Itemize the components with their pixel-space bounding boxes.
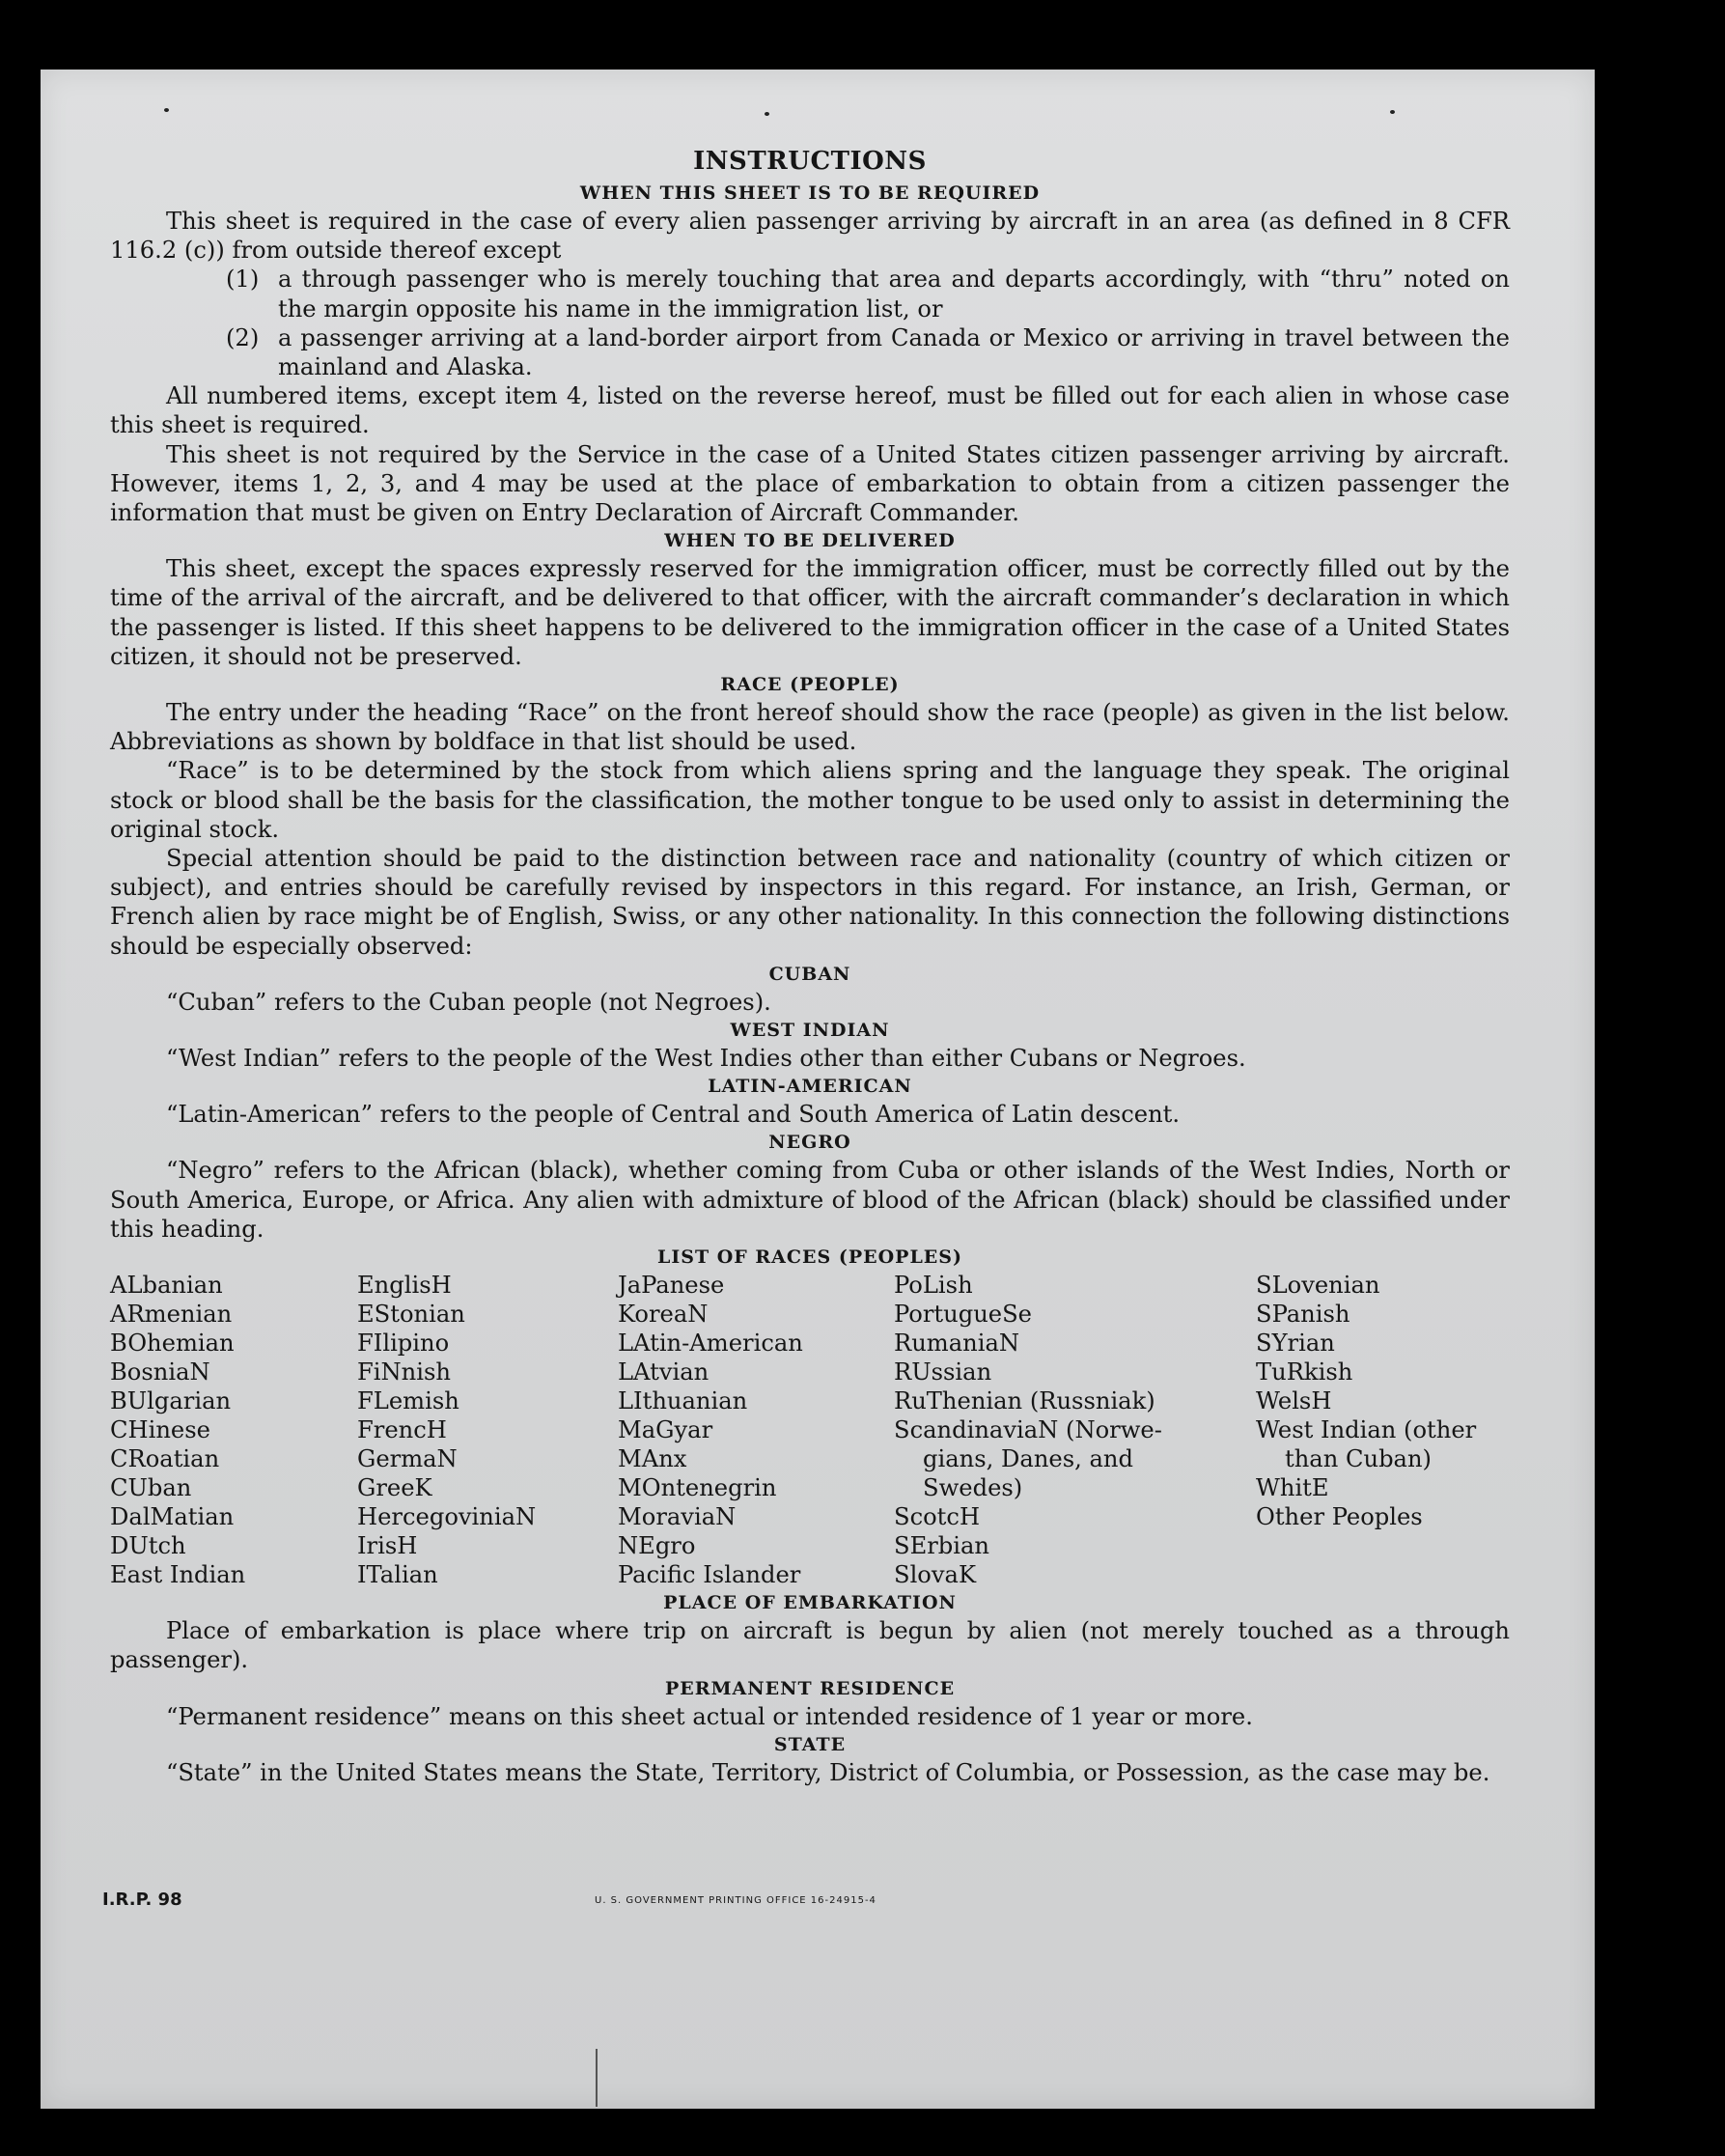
paragraph: Special attention should be paid to the distinction between race and nationality (country of which citizen or subject), and entries should be carefully revised by inspectors in this regard. For instance, an Irish, German, or French alien by race might be of English, Swiss, or any other nationality. In this connection the following distinctions should be especially observed: [110,845,1510,960]
race-entry: BUlgarian [110,1387,232,1415]
paper-crease [596,2049,598,2107]
race-entry: ScandinaviaN (Norwe- [894,1416,1162,1444]
paragraph: “State” in the United States means the State, Territory, District of Columbia, or Possession, as the case may be. [166,1758,1490,1786]
race-entry: CUban [110,1474,192,1502]
paragraph: This sheet, except the spaces expressly reserved for the immigration officer, must be correctly filled out by the time of the arrival of the aircraft, and be delivered to that officer, with the aircraft commander’s declaration in which the passenger is listed. If this sheet happens to be delivered to the immigration officer in the case of a United States citizen, it should not be preserved. [110,555,1510,670]
race-entry: SErbian [894,1532,990,1560]
race-entry: LIthuanian [618,1387,748,1415]
race-entry: TuRkish [1256,1358,1353,1386]
race-entry: Pacific Islander [618,1561,801,1589]
race-entry: FLemish [357,1387,459,1415]
paragraph: “Negro” refers to the African (black), whether coming from Cuba or other islands of the West Indies, North or South America, Europe, or Africa. Any alien with admixture of blood of the African (black) should be classified under this heading. [110,1157,1510,1243]
race-entry: LAtvian [618,1358,709,1386]
race-entry: RUssian [894,1358,992,1386]
race-entry: PoLish [894,1272,973,1300]
item-text: a through passenger who is merely touching that area and departs accordingly, with “thru” noted on the margin opposite his name in the immigration list, or [278,266,1510,322]
race-entry: SlovaK [894,1561,977,1589]
heading-race: RACE (PEOPLE) [720,674,900,696]
races-column [110,1271,357,1589]
race-entry: FIlipino [357,1330,450,1358]
races-table [110,1271,1510,1589]
race-entry: Other Peoples [1256,1503,1423,1531]
race-entry: CRoatian [110,1445,220,1473]
paragraph: All numbered items, except item 4, listed on the reverse hereof, must be filled out for each alien in whose case this sheet is required. [110,382,1510,439]
race-entry: GermaN [357,1445,458,1473]
race-entry: ScotcH [894,1503,981,1531]
printer-imprint: U. S. GOVERNMENT PRINTING OFFICE 16-24915-4 [595,1895,876,1906]
list-item [110,323,1510,381]
punch-mark [164,108,169,112]
race-entry: PortugueSe [894,1301,1032,1329]
race-entry: RumaniaN [894,1330,1020,1358]
race-entry: SLovenian [1256,1272,1380,1300]
paragraph: “Permanent residence” means on this sheet actual or intended residence of 1 year or more. [166,1702,1253,1730]
race-entry: SPanish [1256,1301,1350,1329]
paragraph: “Race” is to be determined by the stock from which aliens spring and the language they speak. The original stock or blood shall be the basis for the classification, the mother tongue to be used only to assist in determining the original stock. [110,757,1510,843]
paragraph: “Cuban” refers to the Cuban people (not Negroes). [166,988,771,1016]
race-entry: IrisH [357,1532,418,1560]
heading-cuban: CUBAN [768,963,851,985]
race-entry: GreeK [357,1474,432,1502]
race-entry: JaPanese [618,1272,725,1300]
race-entry: EnglisH [357,1272,452,1300]
races-column [894,1271,1256,1589]
race-entry: BOhemian [110,1330,235,1358]
race-entry: CHinese [110,1416,210,1444]
races-column [357,1271,618,1589]
race-entry: HercegoviniaN [357,1503,537,1531]
race-entry: EStonian [357,1301,465,1329]
races-column [618,1271,894,1589]
form-number: I.R.P. 98 [102,1890,182,1910]
heading-residence: PERMANENT RESIDENCE [664,1677,956,1699]
race-entry: FiNnish [357,1358,451,1386]
heading-embarkation: PLACE OF EMBARKATION [663,1592,957,1614]
paragraph: This sheet is not required by the Service in the case of a United States citizen passenger arriving by aircraft. However, items 1, 2, 3, and 4 may be used at the place of embarkation to obtain from a citizen passenger the information that must be given on Entry Declaration of Aircraft Commander. [110,440,1510,527]
item-number: (2) [226,323,260,351]
paragraph: The entry under the heading “Race” on the front hereof should show the race (people) as given in the list below. Abbreviations as shown by boldface in that list should be used. [110,699,1510,756]
race-entry: WelsH [1256,1387,1332,1415]
race-entry: NEgro [618,1532,696,1560]
race-entry: ARmenian [110,1301,233,1329]
race-entry: MaGyar [618,1416,713,1444]
race-entry: ALbanian [110,1272,223,1300]
heading-negro: NEGRO [768,1132,851,1154]
paragraph: “Latin-American” refers to the people of Central and South America of Latin descent. [166,1101,1181,1129]
heading-latin-american: LATIN-AMERICAN [708,1076,912,1098]
race-entry: DUtch [110,1532,186,1560]
page-footer [102,1890,1502,1918]
list-item [110,265,1510,322]
paragraph: Place of embarkation is place where trip on aircraft is begun by alien (not merely touched as a through passenger). [110,1617,1510,1674]
heading-west-indian: WEST INDIAN [730,1020,890,1042]
page-title: INSTRUCTIONS [693,147,927,176]
race-entry: MAnx [618,1445,687,1473]
race-entry: MoraviaN [618,1503,737,1531]
race-entry-continued: than Cuban) [1285,1445,1432,1473]
race-entry-continued: gians, Danes, and [923,1445,1133,1473]
race-entry: FrencH [357,1416,447,1444]
paragraph: This sheet is required in the case of every alien passenger arriving by aircraft in an area (as defined in 8 CFR 116.2 (c)) from outside thereof except [110,208,1510,265]
heading-when-required: WHEN THIS SHEET IS TO BE REQUIRED [579,182,1041,204]
instructions-body [110,147,1510,1787]
race-entry: KoreaN [618,1301,709,1329]
heading-when-delivered: WHEN TO BE DELIVERED [664,530,956,552]
race-entry: BosniaN [110,1358,210,1386]
heading-state: STATE [773,1733,847,1755]
race-entry: East Indian [110,1561,246,1589]
heading-list-of-races: LIST OF RACES (PEOPLES) [657,1246,962,1269]
race-entry: DalMatian [110,1503,235,1531]
punch-mark [1390,110,1395,114]
race-entry: LAtin-American [618,1330,803,1358]
race-entry: ITalian [357,1561,438,1589]
race-entry: West Indian (other [1256,1416,1477,1444]
race-entry: RuThenian (Russniak) [894,1387,1155,1415]
paragraph: “West Indian” refers to the people of the West Indies other than either Cubans or Negroes. [166,1045,1246,1073]
punch-mark [765,112,769,116]
races-column [1256,1271,1510,1589]
race-entry: SYrian [1256,1330,1335,1358]
item-number: (1) [226,266,260,294]
race-entry-continued: Swedes) [923,1474,1023,1502]
race-entry: MOntenegrin [618,1474,777,1502]
item-text: a passenger arriving at a land-border airport from Canada or Mexico or arriving in travel between the mainland and Alaska. [278,323,1510,381]
race-entry: WhitE [1256,1474,1329,1502]
